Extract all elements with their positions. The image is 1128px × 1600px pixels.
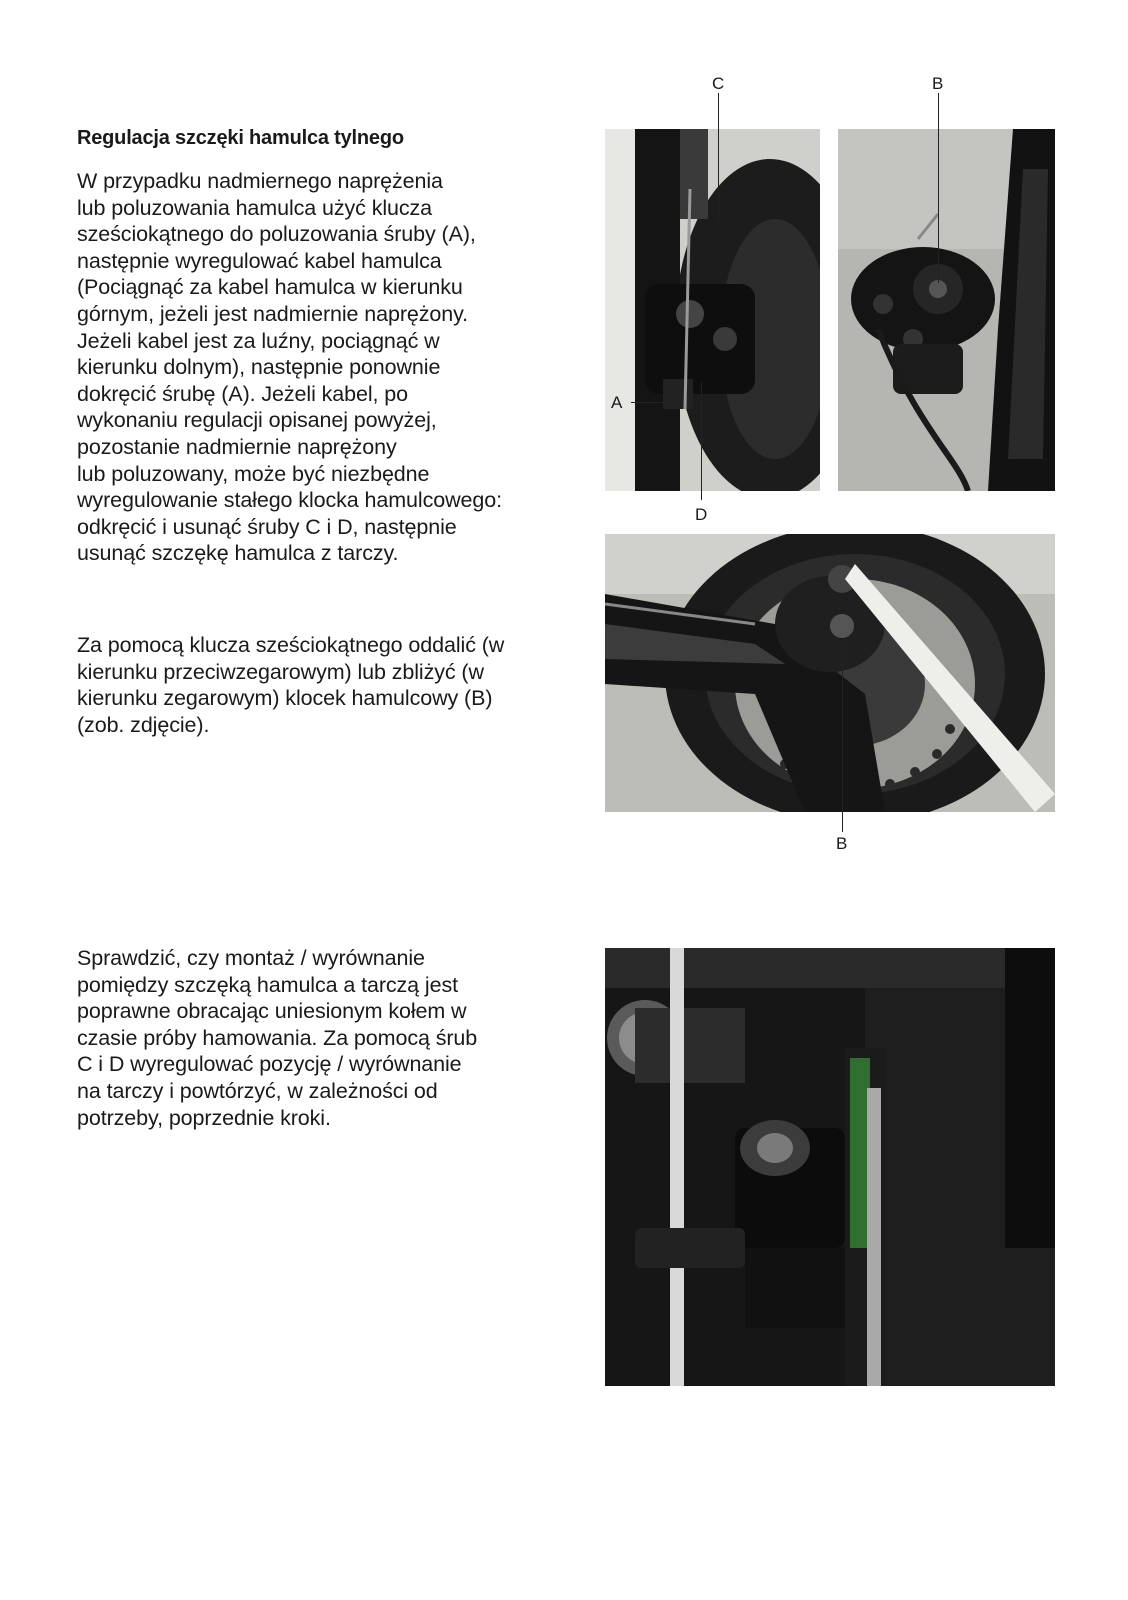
leader-line-b-bottom [842, 640, 843, 832]
callout-c: C [712, 74, 725, 93]
callout-d: D [695, 505, 708, 524]
photo-caliper-side [605, 129, 820, 491]
photo-pad-alignment [605, 948, 1055, 1386]
leader-line-a [631, 402, 667, 403]
leader-line-d [701, 382, 702, 500]
photo-wheel-disc [605, 534, 1055, 812]
leader-line-b-top [938, 93, 939, 283]
paragraph-adjust-pad: Za pomocą klucza sześciokątnego oddalić (w kierunku przeciwzegarowym) lub zbliżyć (w kierunku zegarowym) klocek hamulcowy (B) (zob. zdjęcie). [77, 633, 505, 737]
callout-b-bottom: B [836, 834, 848, 853]
photo-caliper-front [838, 129, 1055, 491]
callout-a: A [611, 393, 623, 412]
paragraph-adjust-cable: W przypadku nadmiernego naprężenia lub poluzowania hamulca użyć klucza sześciokątnego do poluzowania śruby (A), następnie wyregulować kabel hamulca (Pociągnąć za kabel hamulca w kierunku górnym, jeżeli jest nadmiernie naprężony. Jeżeli kabel jest za luźny, pociągnąć w kierunku dolnym), następnie ponownie dokręcić śrubę (A). Jeżeli kabel, po wykonaniu regulacji opisanej powyżej, pozostanie nadmiernie naprężony lub poluzowany, może być niezbędne wyregulowanie stałego klocka hamulcowego: odkręcić i usunąć śruby C i D, następnie usunąć szczękę hamulca z tarczy. [77, 169, 502, 566]
callout-b-top: B [932, 74, 944, 93]
leader-line-c [718, 93, 719, 223]
paragraph-check-alignment: Sprawdzić, czy montaż / wyrównanie pomiędzy szczęką hamulca a tarczą jest poprawne obracając uniesionym kołem w czasie próby hamowania. Za pomocą śrub C i D wyregulować pozycję / wyrównanie na tarczy i powtórzyć, w zależności od potrzeby, poprzednie kroki. [77, 946, 478, 1130]
section-heading: Regulacja szczęki hamulca tylnego [77, 127, 404, 149]
